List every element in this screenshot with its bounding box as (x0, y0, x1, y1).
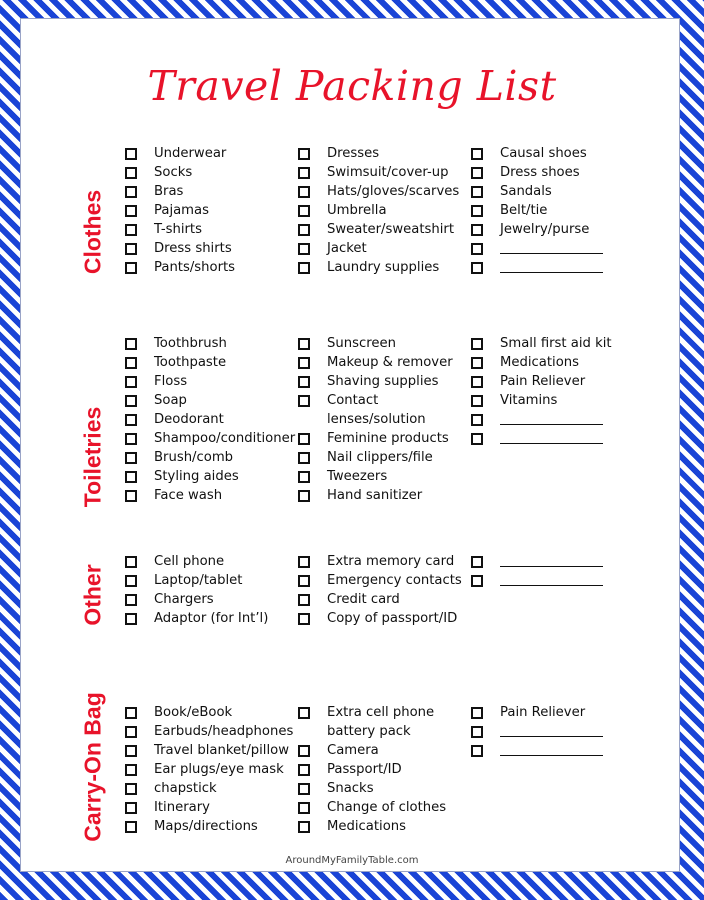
checkbox-icon[interactable] (298, 357, 310, 369)
checkbox-icon[interactable] (125, 205, 137, 217)
item-label: Copy of passport/ID (327, 611, 458, 626)
checkbox-icon[interactable] (298, 452, 310, 464)
item-label: Pain Reliever (500, 374, 586, 389)
item-label: Small first aid kit (500, 336, 612, 351)
checkbox-icon[interactable] (298, 802, 310, 814)
checkbox-icon[interactable] (471, 707, 483, 719)
item-label: Adaptor (for Int’l) (154, 611, 269, 626)
checkbox-icon[interactable] (298, 433, 310, 445)
checkbox-icon[interactable] (125, 556, 137, 568)
item-label: Medications (500, 355, 579, 370)
blank-write-in-line[interactable] (500, 424, 603, 425)
blank-write-in-line[interactable] (500, 253, 603, 254)
section-label: Carry-On Bag (79, 692, 106, 842)
item-label: Deodorant (154, 412, 224, 427)
item-label: Sweater/sweatshirt (327, 222, 455, 237)
item-label: Laptop/tablet (154, 573, 243, 588)
item-label: Bras (154, 184, 184, 199)
item-label: Ear plugs/eye mask (154, 762, 284, 777)
checkbox-icon[interactable] (298, 556, 310, 568)
checkbox-icon[interactable] (125, 338, 137, 350)
checkbox-icon[interactable] (298, 395, 310, 407)
item-label: T-shirts (154, 222, 202, 237)
item-label: Credit card (327, 592, 400, 607)
checkbox-icon[interactable] (298, 186, 310, 198)
checkbox-icon[interactable] (298, 575, 310, 587)
item-label: Sunscreen (327, 336, 396, 351)
section-label: Toiletries (79, 406, 106, 508)
checkbox-icon[interactable] (471, 433, 483, 445)
item-label: Floss (154, 374, 188, 389)
item-label: lenses/solution (327, 412, 426, 427)
item-label: Extra memory card (327, 554, 455, 569)
checkbox-icon[interactable] (471, 205, 483, 217)
item-label: Pain Reliever (500, 705, 586, 720)
checkbox-icon[interactable] (125, 167, 137, 179)
item-label: Cell phone (154, 554, 225, 569)
item-label: Makeup & remover (327, 355, 453, 370)
item-label: Jacket (327, 241, 367, 256)
item-label: Dress shoes (500, 165, 580, 180)
checkbox-icon[interactable] (471, 262, 483, 274)
item-label: Hand sanitizer (327, 488, 423, 503)
item-label: Face wash (154, 488, 223, 503)
item-label: battery pack (327, 724, 411, 739)
checkbox-icon[interactable] (298, 338, 310, 350)
checkbox-icon[interactable] (125, 414, 137, 426)
checkbox-icon[interactable] (471, 186, 483, 198)
item-label: Shampoo/conditioner (154, 431, 296, 446)
checkbox-icon[interactable] (298, 148, 310, 160)
item-label: Hats/gloves/scarves (327, 184, 460, 199)
checkbox-icon[interactable] (125, 452, 137, 464)
blank-write-in-line[interactable] (500, 736, 603, 737)
section-label: Clothes (79, 189, 106, 275)
checkbox-icon[interactable] (298, 783, 310, 795)
checkbox-icon[interactable] (471, 224, 483, 236)
checkbox-icon[interactable] (471, 338, 483, 350)
page-title: Travel Packing List (147, 62, 557, 110)
item-label: Socks (154, 165, 193, 180)
item-label: Dress shirts (154, 241, 232, 256)
checkbox-icon[interactable] (125, 783, 137, 795)
item-label: Emergency contacts (327, 573, 462, 588)
item-label: Pajamas (154, 203, 209, 218)
blank-write-in-line[interactable] (500, 566, 603, 567)
item-label: Jewelry/purse (500, 222, 590, 237)
item-label: Pants/shorts (154, 260, 236, 275)
blank-write-in-line[interactable] (500, 272, 603, 273)
item-label: Belt/tie (500, 203, 548, 218)
checkbox-icon[interactable] (125, 490, 137, 502)
checkbox-icon[interactable] (125, 745, 137, 757)
checkbox-icon[interactable] (298, 594, 310, 606)
checkbox-icon[interactable] (471, 148, 483, 160)
checkbox-icon[interactable] (471, 243, 483, 255)
checkbox-icon[interactable] (125, 726, 137, 738)
checkbox-icon[interactable] (471, 395, 483, 407)
item-label: Camera (327, 743, 379, 758)
item-label: Swimsuit/cover-up (327, 165, 449, 180)
checkbox-icon[interactable] (125, 764, 137, 776)
checkbox-icon[interactable] (298, 490, 310, 502)
item-label: Travel blanket/pillow (154, 743, 289, 758)
item-label: Toothbrush (154, 336, 227, 351)
item-label: Passport/ID (327, 762, 402, 777)
checkbox-icon[interactable] (125, 613, 137, 625)
blank-write-in-line[interactable] (500, 585, 603, 586)
item-label: Dresses (327, 146, 380, 161)
blank-write-in-line[interactable] (500, 755, 603, 756)
checkbox-icon[interactable] (298, 376, 310, 388)
checkbox-icon[interactable] (298, 262, 310, 274)
checkbox-icon[interactable] (471, 376, 483, 388)
item-label: Book/eBook (154, 705, 233, 720)
item-label: Underwear (154, 146, 227, 161)
checkbox-icon[interactable] (471, 575, 483, 587)
item-label: Shaving supplies (327, 374, 439, 389)
item-label: Styling aides (154, 469, 239, 484)
checkbox-icon[interactable] (298, 764, 310, 776)
checkbox-icon[interactable] (298, 224, 310, 236)
item-label: Change of clothes (327, 800, 447, 815)
checkbox-icon[interactable] (125, 186, 137, 198)
item-label: Toothpaste (154, 355, 227, 370)
checkbox-icon[interactable] (298, 707, 310, 719)
item-label: Causal shoes (500, 146, 587, 161)
checkbox-icon[interactable] (298, 745, 310, 757)
item-label: Contact (327, 393, 379, 408)
item-label: Itinerary (154, 800, 210, 815)
item-label: Feminine products (327, 431, 449, 446)
checkbox-icon[interactable] (125, 471, 137, 483)
checkbox-icon[interactable] (298, 167, 310, 179)
checkbox-icon[interactable] (125, 433, 137, 445)
checkbox-icon[interactable] (125, 262, 137, 274)
checkbox-icon[interactable] (471, 357, 483, 369)
item-label: Extra cell phone (327, 705, 435, 720)
item-label: Laundry supplies (327, 260, 440, 275)
item-label: Chargers (154, 592, 214, 607)
item-label: Snacks (327, 781, 374, 796)
checkbox-icon[interactable] (125, 224, 137, 236)
checkbox-icon[interactable] (125, 357, 137, 369)
checkbox-icon[interactable] (298, 243, 310, 255)
checkbox-icon[interactable] (125, 395, 137, 407)
checkbox-icon[interactable] (125, 148, 137, 160)
checkbox-icon[interactable] (471, 414, 483, 426)
checkbox-icon[interactable] (471, 726, 483, 738)
checkbox-icon[interactable] (298, 205, 310, 217)
checkbox-icon[interactable] (471, 556, 483, 568)
checkbox-icon[interactable] (125, 821, 137, 833)
item-label: Brush/comb (154, 450, 234, 465)
checkbox-icon[interactable] (298, 821, 310, 833)
item-label: chapstick (154, 781, 217, 796)
checkbox-icon[interactable] (471, 745, 483, 757)
item-label: Nail clippers/file (327, 450, 433, 465)
item-label: Sandals (500, 184, 552, 199)
checkbox-icon[interactable] (125, 575, 137, 587)
item-label: Medications (327, 819, 406, 834)
footer-website: AroundMyFamilyTable.com (285, 855, 419, 866)
checkbox-icon[interactable] (125, 243, 137, 255)
checkbox-icon[interactable] (125, 376, 137, 388)
blank-write-in-line[interactable] (500, 443, 603, 444)
item-label: Umbrella (327, 203, 387, 218)
checkbox-icon[interactable] (298, 613, 310, 625)
item-label: Tweezers (327, 469, 388, 484)
item-label: Soap (154, 393, 187, 408)
item-label: Maps/directions (154, 819, 258, 834)
checkbox-icon[interactable] (471, 167, 483, 179)
checkbox-icon[interactable] (125, 802, 137, 814)
checkbox-icon[interactable] (125, 594, 137, 606)
section-label: Other (79, 564, 106, 626)
checkbox-icon[interactable] (298, 471, 310, 483)
item-label: Earbuds/headphones (154, 724, 294, 739)
item-label: Vitamins (500, 393, 558, 408)
checkbox-icon[interactable] (125, 707, 137, 719)
